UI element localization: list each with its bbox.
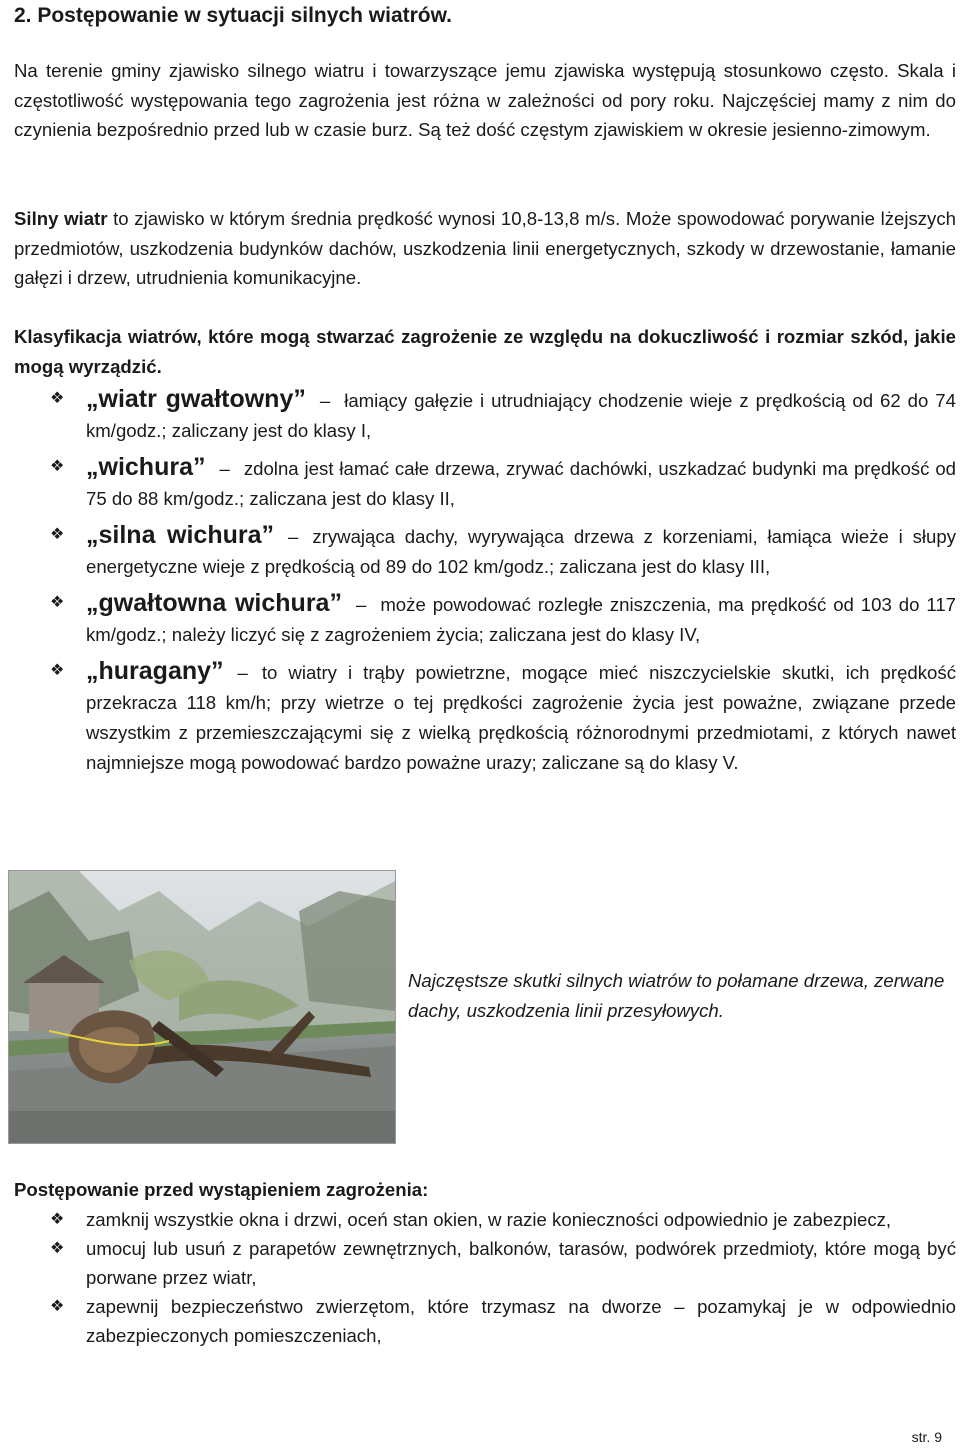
dash: – [355, 594, 367, 615]
list-item [14, 520, 956, 582]
page-number: str. 9 [911, 1429, 942, 1445]
diamond-bullet-icon: ❖ [50, 1211, 65, 1228]
wind-class-description: łamiący gałęzie i utrudniający chodzenie wieje z prędkością od 62 do 74 km/godz.; zaliczany jest do klasy I, [86, 390, 956, 441]
fallen-tree-illustration [9, 871, 395, 1143]
wind-class-description: może powodować rozległe zniszczenia, ma prędkość od 103 do 117 km/godz.; należy liczyć się z zagrożeniem życia; zaliczana jest do klasy IV, [86, 594, 957, 645]
wind-class-term: „gwałtowna wichura” [86, 589, 342, 617]
dash: – [288, 526, 299, 547]
wind-class-description: zrywająca dachy, wyrywająca drzewa z korzeniami, łamiąca wieże i słupy energetyczne wieje z prędkością od 89 do 102 km/godz.; zaliczana jest do klasy III, [86, 526, 956, 577]
list-item [14, 656, 956, 778]
intro-paragraph: Na terenie gminy zjawisko silnego wiatru i towarzyszące jemu zjawiska występują stosunkowo często. Skala i częstotliwość występowania tego zagrożenia jest różna w zależności od pory roku. Najczęściej mamy z nim do czynienia bezpośrednio przed lub w czasie burz. Są też dość częstym zjawiskiem w okresie jesienno-zimowym. [14, 60, 956, 140]
definition-text: to zjawisko w którym średnia prędkość wynosi 10,8-13,8 m/s. Może spowodować porywanie lżejszych przedmiotów, uszkodzenia budynków dachów, uszkodzenia linii energetycznych, szkody w drzewostanie, łamanie gałęzi i drzew, utrudnienia komunikacyjne. [14, 208, 956, 288]
before-threat-heading: Postępowanie przed wystąpieniem zagrożenia: [14, 1179, 429, 1200]
definition-paragraph [14, 204, 956, 293]
list-item [14, 588, 956, 650]
diamond-bullet-icon: ❖ [50, 662, 65, 679]
dash: – [237, 662, 248, 683]
fallen-tree-photo [8, 870, 396, 1144]
instruction-text: zamknij wszystkie okna i drzwi, oceń stan okien, w razie konieczności odpowiednio je zabezpiecz, [86, 1209, 892, 1230]
diamond-bullet-icon: ❖ [50, 594, 65, 611]
dash: – [319, 390, 331, 411]
diamond-bullet-icon: ❖ [50, 526, 65, 543]
wind-class-description: to wiatry i trąby powietrzne, mogące mieć niszczycielskie skutki, ich prędkość przekracza 118 km/h; przy wietrze o tej prędkości zagrożenie życia jest poważne, związane przede wszystkim z przemieszczającymi się z wielką prędkością różnorodnymi przedmiotami, z których nawet najmniejsze mogą powodować bardzo poważne urazy; zaliczane są do klasy V. [86, 662, 956, 773]
diamond-bullet-icon: ❖ [50, 1240, 65, 1257]
list-item [14, 384, 956, 446]
list-item [14, 1205, 956, 1234]
list-item [14, 1234, 956, 1292]
before-threat-list [14, 1205, 956, 1350]
section-heading: 2. Postępowanie w sytuacji silnych wiatrów. [14, 4, 453, 27]
wind-class-term: „wichura” [86, 453, 206, 481]
diamond-bullet-icon: ❖ [50, 1298, 65, 1315]
wind-class-term: „wiatr gwałtowny” [86, 385, 306, 413]
instruction-text: umocuj lub usuń z parapetów zewnętrznych, balkonów, tarasów, podwórek przedmioty, które mogą być porwane przez wiatr, [86, 1238, 956, 1288]
dash: – [219, 458, 230, 479]
photo-caption: Najczęstsze skutki silnych wiatrów to połamane drzewa, zerwane dachy, uszkodzenia linii przesyłowych. [408, 970, 945, 1021]
wind-class-term: „silna wichura” [86, 521, 275, 549]
instruction-text: zapewnij bezpieczeństwo zwierzętom, które trzymasz na dworze – pozamykaj je w odpowiednio zabezpieczonych pomieszczeniach, [86, 1296, 956, 1346]
diamond-bullet-icon: ❖ [50, 390, 65, 407]
diamond-bullet-icon: ❖ [50, 458, 65, 475]
wind-class-description: zdolna jest łamać całe drzewa, zrywać dachówki, uszkadzać budynki ma prędkość od 75 do 88 km/godz.; zaliczana jest do klasy II, [86, 458, 956, 509]
wind-class-term: „huragany” [86, 657, 224, 685]
list-item [14, 1292, 956, 1350]
list-item [14, 452, 956, 514]
definition-term: Silny wiatr [14, 208, 108, 229]
wind-classification-list [14, 384, 956, 778]
classification-heading: Klasyfikacja wiatrów, które mogą stwarzać zagrożenie ze względu na dokuczliwość i rozmiar szkód, jakie mogą wyrządzić. [14, 326, 956, 377]
